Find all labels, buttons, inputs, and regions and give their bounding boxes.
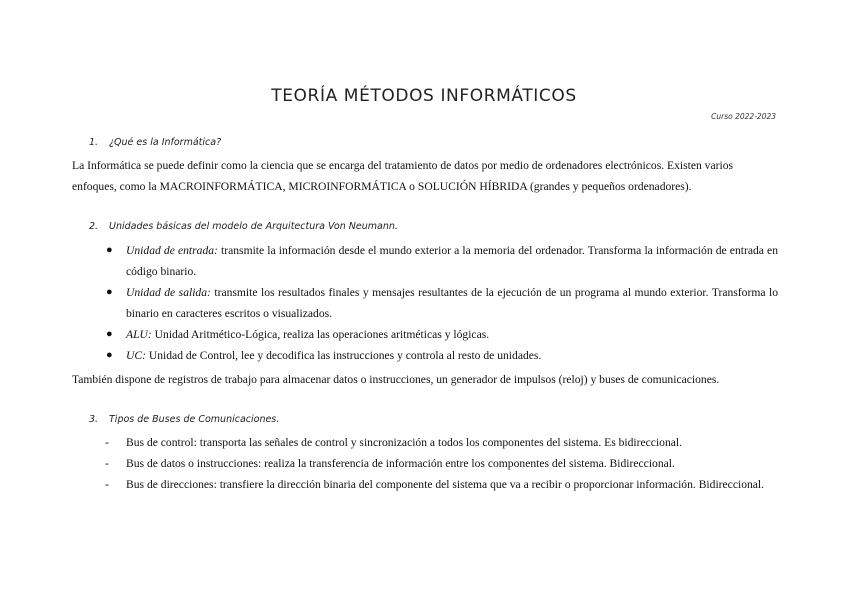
course-label: Curso 2022-2023 (711, 112, 776, 121)
section-1-paragraph-line-1: La Informática se puede definir como la ciencia que se encarga del tratamiento de datos por medio de ordenadores electrónicos. Existen varios (72, 159, 734, 172)
unit-description: Unidad Aritmético-Lógica, realiza las operaciones aritméticas y lógicas. (151, 328, 490, 341)
dash-icon: - (105, 457, 109, 470)
von-neumann-units-list (106, 240, 778, 366)
bullet-icon: ● (106, 349, 113, 361)
dash-icon: - (105, 436, 109, 449)
bullet-icon: ● (106, 244, 113, 256)
section-3-title: Tipos de Buses de Comunicaciones. (109, 414, 280, 425)
dash-icon: - (105, 478, 109, 491)
unit-description: Unidad de Control, lee y decodifica las instrucciones y controla al resto de unidades. (145, 349, 542, 362)
bus-types-list (105, 432, 778, 495)
unit-description: transmite los resultados finales y mensajes resultantes de la ejecución de un programa al mundo exterior. Transforma lo binario en caracteres escritos o visualizados. (126, 286, 778, 320)
section-1-title: ¿Qué es la Informática? (109, 137, 222, 148)
bus-description: Bus de datos o instrucciones: realiza la transferencia de información entre los componentes del sistema. Bidireccional. (126, 457, 675, 470)
unit-description: transmite la información desde el mundo exterior a la memoria del ordenador. Transforma la información de entrada en código binario. (126, 244, 778, 278)
section-2-closing: También dispone de registros de trabajo para almacenar datos o instrucciones, un generador de impulsos (reloj) y buses de comunicaciones. (72, 373, 720, 386)
section-3-number: 3. (89, 414, 99, 425)
bus-description: Bus de direcciones: transfiere la dirección binaria del componente del sistema que va a recibir o proporcionar información. Bidireccional. (126, 478, 765, 491)
section-3-heading (89, 414, 279, 425)
bus-description: Bus de control: transporta las señales de control y sincronización a todos los componentes del sistema. Es bidireccional. (126, 436, 683, 449)
unit-term: UC: (126, 349, 146, 362)
section-2-title: Unidades básicas del modelo de Arquitectura Von Neumann. (109, 221, 398, 232)
unit-term: Unidad de entrada: (126, 244, 218, 257)
section-1-paragraph-line-2: enfoques, como la MACROINFORMÁTICA, MICROINFORMÁTICA o SOLUCIÓN HÍBRIDA (grandes y pequeños ordenadores). (72, 180, 692, 193)
list-item (106, 240, 778, 282)
bullet-icon: ● (106, 286, 113, 298)
list-item (106, 282, 778, 324)
section-2-heading (89, 221, 398, 232)
section-1-heading (89, 137, 221, 148)
page-title: TEORÍA MÉTODOS INFORMÁTICOS (271, 86, 577, 106)
unit-term: ALU: (126, 328, 152, 341)
list-item (106, 324, 778, 345)
list-item (105, 474, 778, 495)
section-2-number: 2. (89, 221, 99, 232)
list-item (105, 432, 778, 453)
list-item (105, 453, 778, 474)
bullet-icon: ● (106, 328, 113, 340)
list-item (106, 345, 778, 366)
unit-term: Unidad de salida: (126, 286, 211, 299)
section-1-number: 1. (89, 137, 99, 148)
